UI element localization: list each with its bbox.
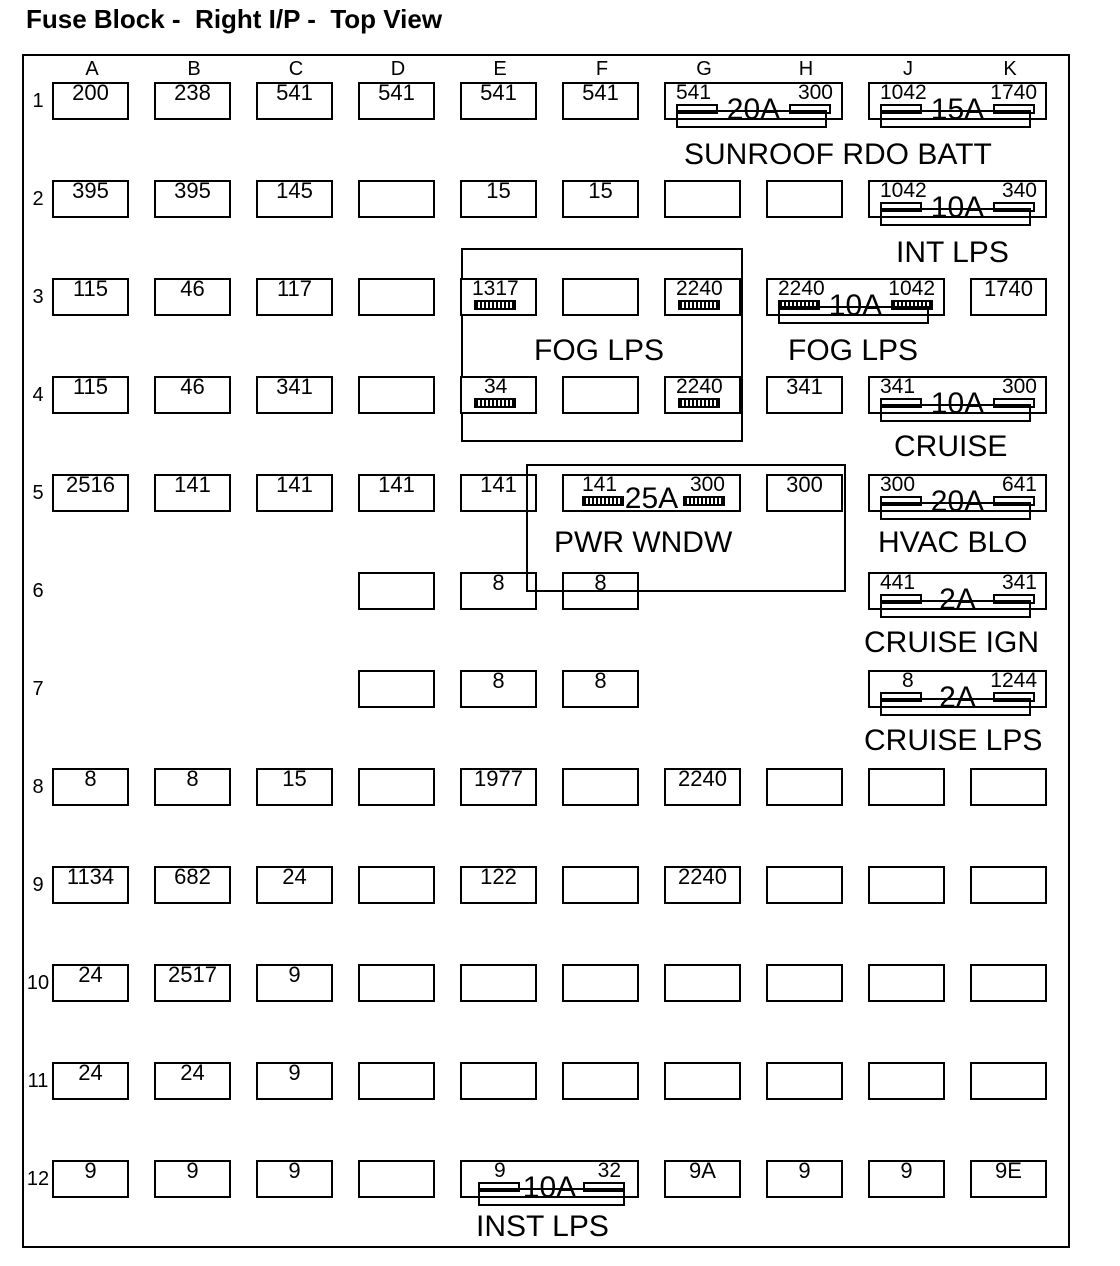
fuse-10c[interactable]: 9 bbox=[256, 964, 333, 1002]
fuse-12a[interactable]: 9 bbox=[52, 1160, 129, 1198]
fuse-2jk-right: 340 bbox=[1001, 179, 1037, 202]
fuse-9k[interactable] bbox=[970, 866, 1047, 904]
fuse-2g[interactable] bbox=[664, 180, 741, 218]
fuse-2jk[interactable] bbox=[868, 179, 1047, 224]
relay-4e-circuit: 34 bbox=[484, 375, 508, 398]
fuse-3hj-amp: 10A bbox=[828, 289, 883, 322]
fuse-8h[interactable] bbox=[766, 768, 843, 806]
fuse-4jk[interactable] bbox=[868, 375, 1047, 420]
col-header-e: E bbox=[493, 58, 507, 80]
fuse-8a[interactable]: 8 bbox=[52, 768, 129, 806]
row-header-4: 4 bbox=[32, 384, 44, 406]
label-cruise-ign: CRUISE IGN bbox=[864, 626, 1040, 659]
fuse-10a[interactable]: 24 bbox=[52, 964, 129, 1002]
fuse-11c[interactable]: 9 bbox=[256, 1062, 333, 1100]
fuse-3hj-right: 1042 bbox=[888, 277, 935, 300]
fuse-8b[interactable]: 8 bbox=[154, 768, 231, 806]
fuse-12j[interactable]: 9 bbox=[868, 1160, 945, 1198]
fuse-9d[interactable] bbox=[358, 866, 435, 904]
fuse-2a[interactable]: 395 bbox=[52, 180, 129, 218]
fuse-12g[interactable]: 9A bbox=[664, 1160, 741, 1198]
fuse-12k[interactable]: 9E bbox=[970, 1160, 1047, 1198]
fuse-7e[interactable]: 8 bbox=[460, 670, 537, 708]
fuse-10e[interactable] bbox=[460, 964, 537, 1002]
fuse-5e[interactable]: 141 bbox=[460, 474, 537, 512]
relay-clip-icon bbox=[474, 398, 516, 408]
fuse-2d[interactable] bbox=[358, 180, 435, 218]
fuse-11d[interactable] bbox=[358, 1062, 435, 1100]
fuse-1jk[interactable] bbox=[868, 81, 1047, 126]
fuse-1jk-left: 1042 bbox=[880, 81, 927, 104]
fuse-12d[interactable] bbox=[358, 1160, 435, 1198]
label-cruise: CRUISE bbox=[894, 430, 1008, 463]
relay-clip-icon bbox=[474, 300, 516, 310]
fuse-11e[interactable] bbox=[460, 1062, 537, 1100]
fuse-6e[interactable]: 8 bbox=[460, 572, 537, 610]
fuse-2jk-left: 1042 bbox=[880, 179, 927, 202]
fuse-3k[interactable]: 1740 bbox=[970, 278, 1047, 316]
fuse-5jk-right: 641 bbox=[1001, 473, 1037, 496]
fuse-3f[interactable] bbox=[562, 278, 639, 316]
fuse-4jk-amp: 10A bbox=[930, 387, 985, 420]
fuse-11h[interactable] bbox=[766, 1062, 843, 1100]
fuse-5b[interactable]: 141 bbox=[154, 474, 231, 512]
fuse-5jk-left: 300 bbox=[880, 473, 916, 496]
label-cruise-lps: CRUISE LPS bbox=[864, 724, 1043, 757]
fuse-1d[interactable]: 541 bbox=[358, 82, 435, 120]
fuse-5jk-amp: 20A bbox=[930, 485, 985, 518]
fuse-6jk-left: 441 bbox=[880, 571, 916, 594]
fuse-2e[interactable]: 15 bbox=[460, 180, 537, 218]
fuse-12ef-left: 9 bbox=[494, 1159, 506, 1182]
fuse-6jk-amp: 2A bbox=[939, 583, 976, 616]
fuse-12ef[interactable] bbox=[460, 1159, 639, 1204]
relay-4g-circuit: 2240 bbox=[676, 375, 723, 398]
fuse-4h[interactable]: 341 bbox=[766, 376, 843, 414]
fuse-5a[interactable]: 2516 bbox=[52, 474, 129, 512]
col-header-c: C bbox=[288, 58, 304, 80]
label-int-lps: INT LPS bbox=[896, 236, 1009, 269]
fuse-1f[interactable]: 541 bbox=[562, 82, 639, 120]
fuse-1gh-right: 300 bbox=[797, 81, 833, 104]
label-fog-lps-right: FOG LPS bbox=[788, 334, 919, 367]
fuse-11b[interactable]: 24 bbox=[154, 1062, 231, 1100]
col-header-b: B bbox=[187, 58, 201, 80]
fuse-1gh-amp: 20A bbox=[726, 93, 781, 126]
fuse-2jk-amp: 10A bbox=[930, 191, 985, 224]
fuse-4jk-left: 341 bbox=[880, 375, 916, 398]
row-header-11: 11 bbox=[27, 1070, 49, 1092]
fuse-9f[interactable] bbox=[562, 866, 639, 904]
fuse-1gh[interactable] bbox=[664, 81, 843, 126]
fuse-10k[interactable] bbox=[970, 964, 1047, 1002]
fuse-3b[interactable]: 46 bbox=[154, 278, 231, 316]
fuse-1jk-right: 1740 bbox=[990, 81, 1037, 104]
fuse-3a[interactable]: 115 bbox=[52, 278, 129, 316]
fuse-2h[interactable] bbox=[766, 180, 843, 218]
fuse-1jk-amp: 15A bbox=[930, 93, 985, 126]
fuse-1gh-left: 541 bbox=[676, 81, 712, 104]
fuse-11a[interactable]: 24 bbox=[52, 1062, 129, 1100]
fuse-8g[interactable]: 2240 bbox=[664, 768, 741, 806]
fuse-10g[interactable] bbox=[664, 964, 741, 1002]
fuse-12c[interactable]: 9 bbox=[256, 1160, 333, 1198]
fuse-9b[interactable]: 682 bbox=[154, 866, 231, 904]
fuse-9e[interactable]: 122 bbox=[460, 866, 537, 904]
relay-4g[interactable] bbox=[664, 376, 741, 414]
fuse-1e[interactable]: 541 bbox=[460, 82, 537, 120]
fuse-5fg-right: 300 bbox=[689, 473, 725, 496]
fuse-8k[interactable] bbox=[970, 768, 1047, 806]
col-header-a: A bbox=[85, 58, 99, 80]
fuse-4b[interactable]: 46 bbox=[154, 376, 231, 414]
fuse-12ef-right: 32 bbox=[597, 1159, 621, 1182]
col-header-j: J bbox=[903, 58, 913, 80]
fuse-11k[interactable] bbox=[970, 1062, 1047, 1100]
fuse-11j[interactable] bbox=[868, 1062, 945, 1100]
col-header-f: F bbox=[595, 58, 609, 80]
row-header-12: 12 bbox=[26, 1168, 50, 1190]
fuse-12ef-amp: 10A bbox=[522, 1171, 577, 1204]
fuse-6jk-right: 341 bbox=[1001, 571, 1037, 594]
fuse-8c[interactable]: 15 bbox=[256, 768, 333, 806]
row-header-7: 7 bbox=[32, 678, 44, 700]
fuse-5jk[interactable] bbox=[868, 473, 1047, 518]
fuse-10b[interactable]: 2517 bbox=[154, 964, 231, 1002]
fuse-6d[interactable] bbox=[358, 572, 435, 610]
fuse-4c[interactable]: 341 bbox=[256, 376, 333, 414]
fuse-4f[interactable] bbox=[562, 376, 639, 414]
fuse-12b[interactable]: 9 bbox=[154, 1160, 231, 1198]
fuse-9j[interactable] bbox=[868, 866, 945, 904]
fuse-3hj-left: 2240 bbox=[778, 277, 825, 300]
relay-clip-icon bbox=[678, 398, 720, 408]
relay-3e-circuit: 1317 bbox=[472, 277, 519, 300]
relay-3e[interactable] bbox=[460, 278, 537, 316]
fuse-4jk-right: 300 bbox=[1001, 375, 1037, 398]
label-sunroof-rdo-batt: SUNROOF RDO BATT bbox=[684, 138, 992, 171]
fuse-5fg-left: 141 bbox=[582, 473, 618, 496]
fuse-10d[interactable] bbox=[358, 964, 435, 1002]
diagram-title: Fuse Block - Right I/P - Top View bbox=[26, 4, 443, 34]
fuse-9a[interactable]: 1134 bbox=[52, 866, 129, 904]
fuse-7d[interactable] bbox=[358, 670, 435, 708]
fuse-6f[interactable]: 8 bbox=[562, 572, 639, 610]
fuse-6jk[interactable] bbox=[868, 571, 1047, 616]
fuse-2b[interactable]: 395 bbox=[154, 180, 231, 218]
fuse-7jk-left: 8 bbox=[902, 669, 914, 692]
fuse-11f[interactable] bbox=[562, 1062, 639, 1100]
fuse-5d[interactable]: 141 bbox=[358, 474, 435, 512]
row-header-3: 3 bbox=[32, 286, 44, 308]
row-header-8: 8 bbox=[32, 776, 44, 798]
col-header-d: D bbox=[390, 58, 406, 80]
row-header-6: 6 bbox=[32, 580, 44, 602]
row-header-5: 5 bbox=[32, 482, 44, 504]
fuse-4a[interactable]: 115 bbox=[52, 376, 129, 414]
fuse-7f[interactable]: 8 bbox=[562, 670, 639, 708]
col-header-k: K bbox=[1003, 58, 1017, 80]
fuse-9c[interactable]: 24 bbox=[256, 866, 333, 904]
fuse-10h[interactable] bbox=[766, 964, 843, 1002]
fuse-1a[interactable]: 200 bbox=[52, 82, 129, 120]
fuse-4d[interactable] bbox=[358, 376, 435, 414]
fuse-9g[interactable]: 2240 bbox=[664, 866, 741, 904]
row-header-9: 9 bbox=[32, 874, 44, 896]
label-hvac-blo: HVAC BLO bbox=[878, 526, 1028, 559]
fuse-5fg-amp: 25A bbox=[624, 482, 679, 515]
relay-3g-circuit: 2240 bbox=[676, 277, 723, 300]
row-header-10: 10 bbox=[26, 972, 50, 994]
label-pwr-wndw: PWR WNDW bbox=[554, 526, 733, 559]
fuse-2f[interactable]: 15 bbox=[562, 180, 639, 218]
row-header-2: 2 bbox=[32, 188, 44, 210]
fuse-8j[interactable] bbox=[868, 768, 945, 806]
fuse-7jk-right: 1244 bbox=[990, 669, 1037, 692]
label-fog-lps-left: FOG LPS bbox=[534, 334, 665, 367]
fuse-2c[interactable]: 145 bbox=[256, 180, 333, 218]
fuse-11g[interactable] bbox=[664, 1062, 741, 1100]
relay-clip-icon bbox=[678, 300, 720, 310]
fuse-7jk[interactable] bbox=[868, 669, 1047, 714]
fuse-7jk-amp: 2A bbox=[939, 681, 976, 714]
fuse-9h[interactable] bbox=[766, 866, 843, 904]
fuse-1b[interactable]: 238 bbox=[154, 82, 231, 120]
fuse-8d[interactable] bbox=[358, 768, 435, 806]
col-header-h: H bbox=[798, 58, 814, 80]
col-header-g: G bbox=[696, 58, 712, 80]
fuse-1c[interactable]: 541 bbox=[256, 82, 333, 120]
fuse-3c[interactable]: 117 bbox=[256, 278, 333, 316]
relay-4e[interactable] bbox=[460, 376, 537, 414]
fuse-3hj[interactable] bbox=[766, 277, 945, 322]
fuse-3d[interactable] bbox=[358, 278, 435, 316]
fuse-8e[interactable]: 1977 bbox=[460, 768, 537, 806]
fuse-12h[interactable]: 9 bbox=[766, 1160, 843, 1198]
fuse-10j[interactable] bbox=[868, 964, 945, 1002]
label-inst-lps: INST LPS bbox=[476, 1210, 609, 1243]
fuse-5c[interactable]: 141 bbox=[256, 474, 333, 512]
fuse-8f[interactable] bbox=[562, 768, 639, 806]
relay-3g[interactable] bbox=[664, 278, 741, 316]
fuse-10f[interactable] bbox=[562, 964, 639, 1002]
fuse-5h[interactable]: 300 bbox=[766, 474, 843, 512]
row-header-1: 1 bbox=[32, 90, 44, 112]
